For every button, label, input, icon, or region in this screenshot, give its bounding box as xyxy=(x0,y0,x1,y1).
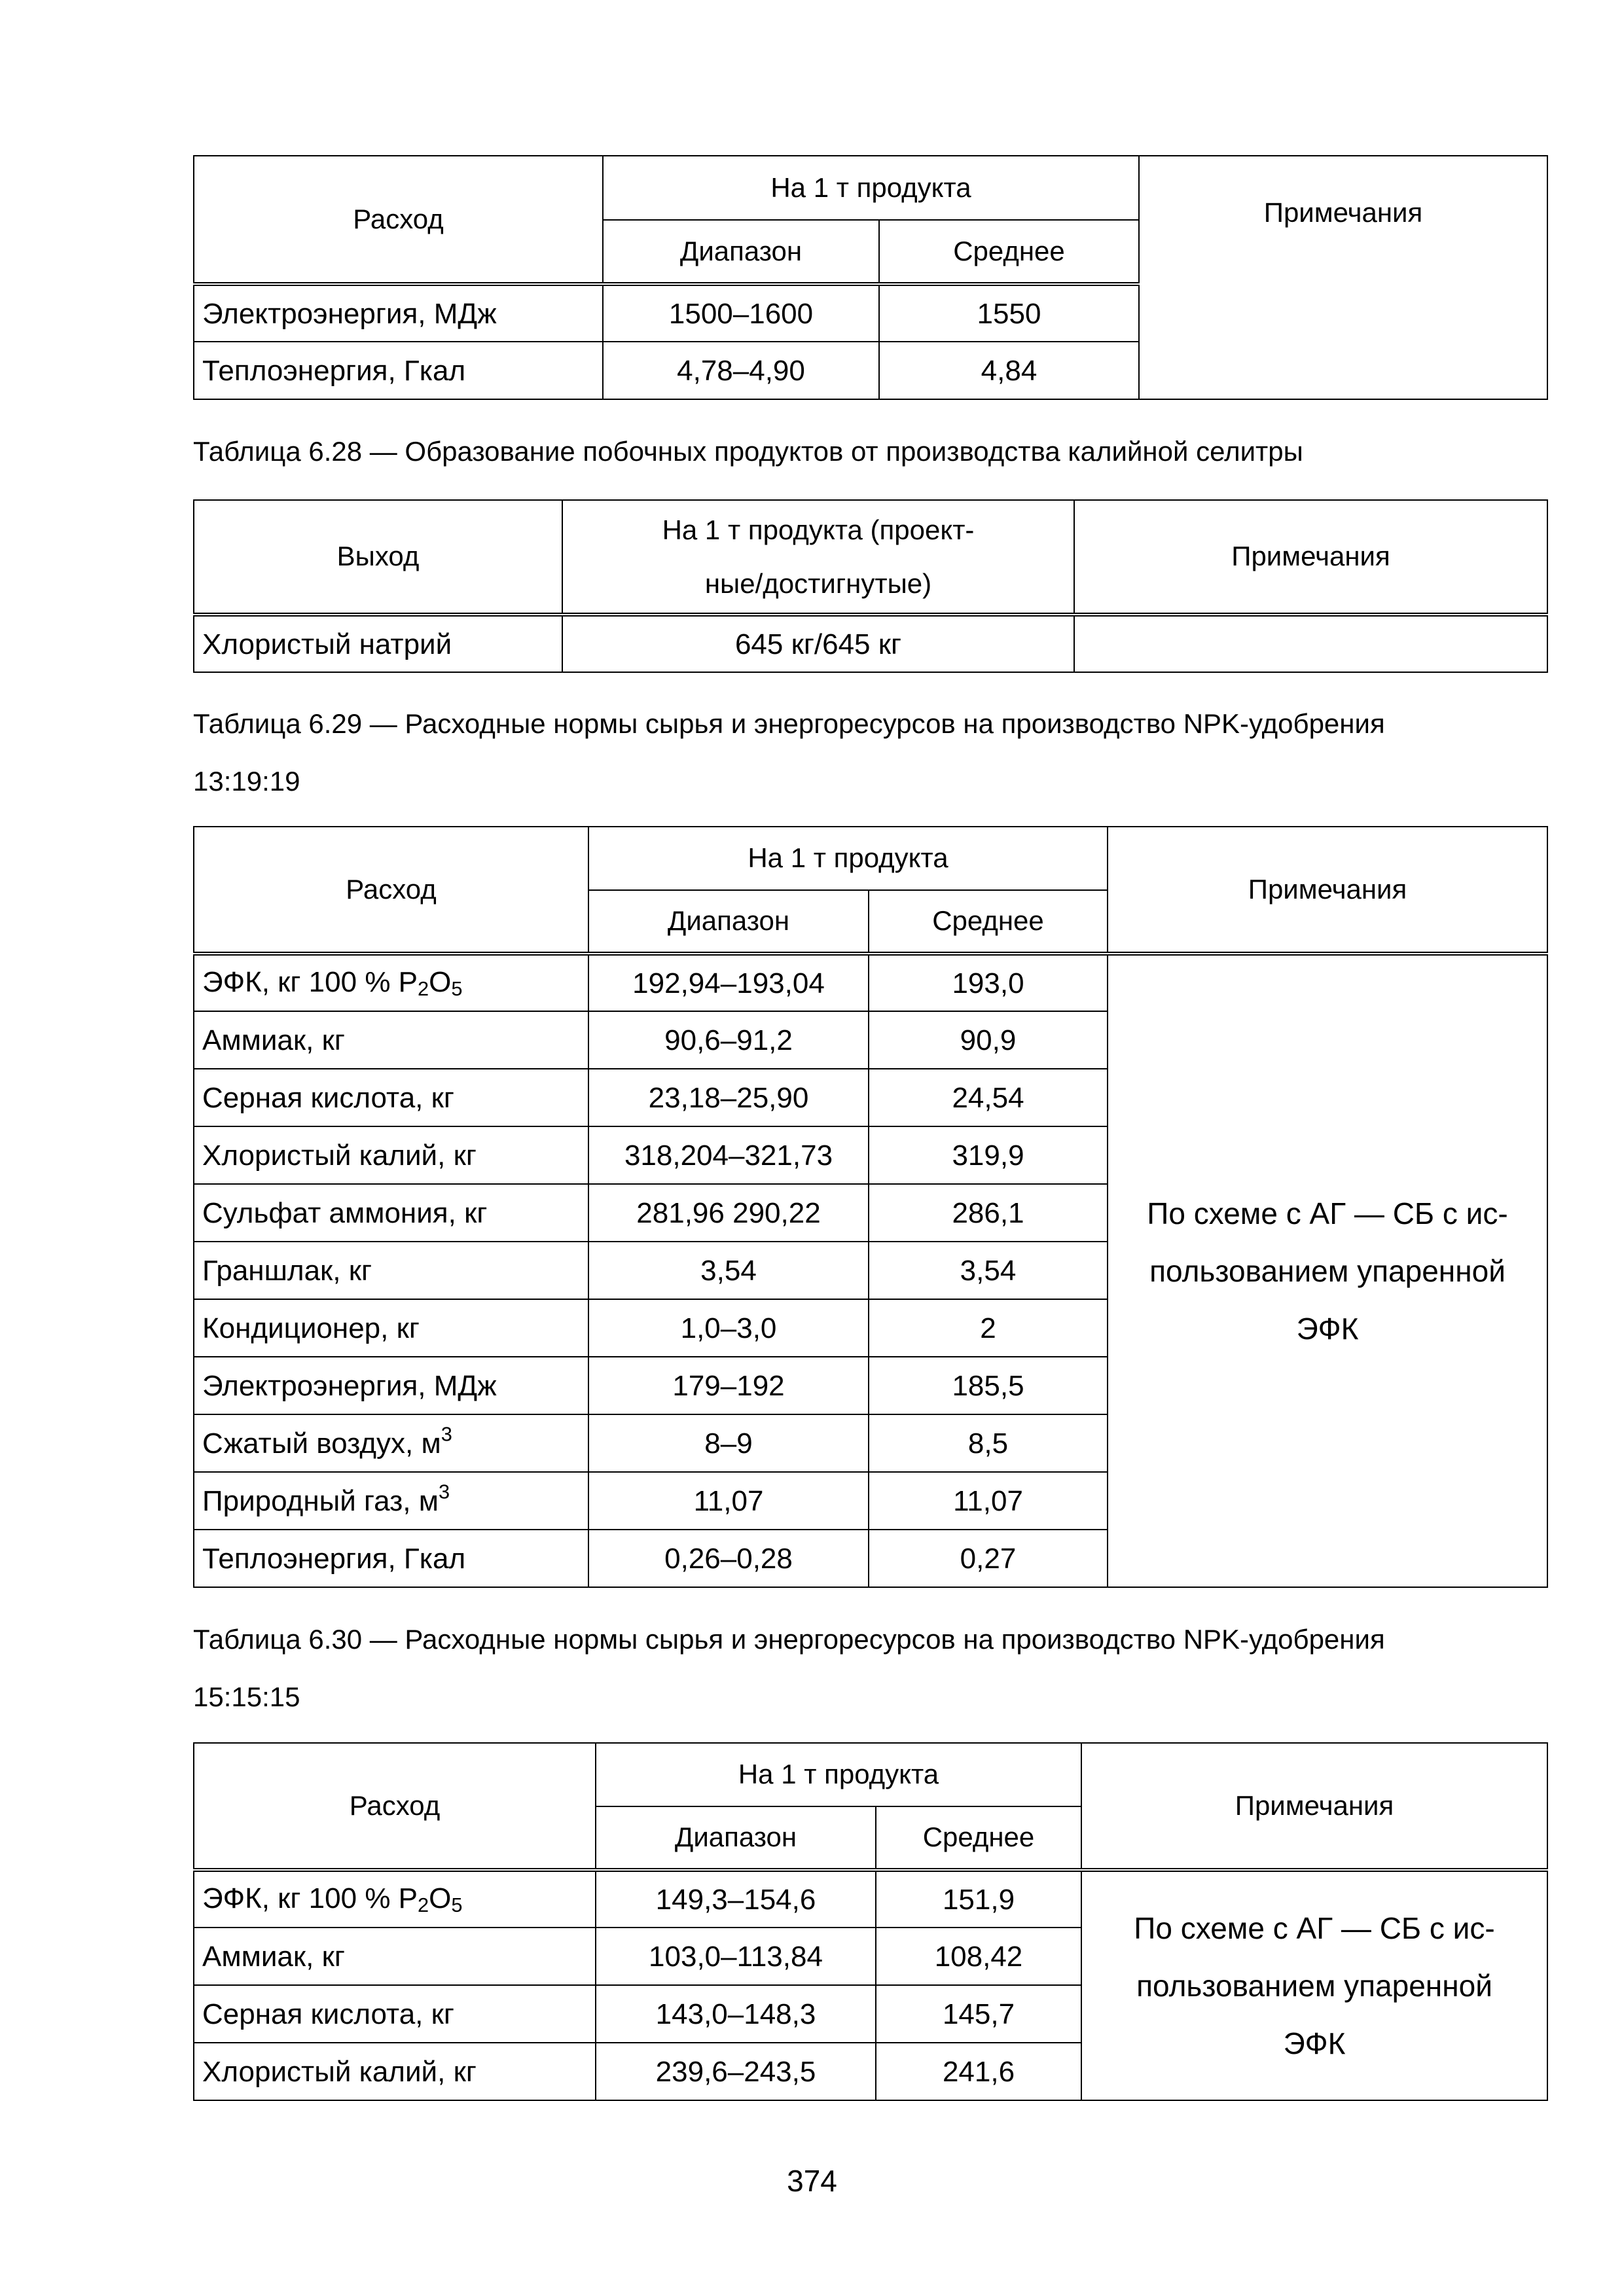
superscript: 3 xyxy=(441,1422,452,1446)
row-range: 179–192 xyxy=(588,1357,869,1414)
caption-line1: Таблица 6.29 — Расходные нормы сырья и энергоресурсов на производство NPK-удобрения xyxy=(193,708,1385,739)
row-name: Кондиционер, кг xyxy=(194,1299,588,1357)
caption-line1: Таблица 6.30 — Расходные нормы сырья и энергоресурсов на производство NPK-удобрения xyxy=(193,1624,1385,1655)
note-line1: По схеме с АГ — СБ с ис- xyxy=(1147,1196,1508,1230)
row-range: 1500–1600 xyxy=(603,284,879,342)
header-consumption: Расход xyxy=(194,827,588,954)
row-name-text: Природный газ, м xyxy=(202,1484,439,1517)
header-consumption: Расход xyxy=(194,1743,596,1870)
row-average: 90,9 xyxy=(869,1011,1108,1069)
header-notes: Примечания xyxy=(1074,500,1547,615)
row-name: Теплоэнергия, Гкал xyxy=(194,1530,588,1587)
row-range: 239,6–243,5 xyxy=(596,2043,876,2100)
row-average: 4,84 xyxy=(879,342,1139,399)
row-average: 185,5 xyxy=(869,1357,1108,1414)
table-caption: Таблица 6.28 — Образование побочных продуктов от производства калийной селитры xyxy=(193,436,1303,467)
row-range: 23,18–25,90 xyxy=(588,1069,869,1126)
header-per-ton-line2: ные/достигнутые) xyxy=(704,567,932,599)
row-name: Хлористый натрий xyxy=(194,615,562,672)
header-range: Диапазон xyxy=(596,1806,876,1870)
caption-line2: 15:15:15 xyxy=(193,1681,300,1712)
row-range: 1,0–3,0 xyxy=(588,1299,869,1357)
row-value: 645 кг/645 кг xyxy=(562,615,1074,672)
header-average: Среднее xyxy=(876,1806,1081,1870)
notes-cell xyxy=(1108,954,1547,1587)
row-average: 145,7 xyxy=(876,1985,1081,2043)
row-average: 0,27 xyxy=(869,1530,1108,1587)
row-average: 151,9 xyxy=(876,1870,1081,1928)
row-name-text: ЭФК, кг 100 % Р xyxy=(202,966,418,999)
row-name: Серная кислота, кг xyxy=(194,1985,596,2043)
notes-cell xyxy=(1081,1870,1547,2100)
note-line3: ЭФК xyxy=(1296,1312,1359,1346)
row-name-text: Сжатый воздух, м xyxy=(202,1427,441,1460)
row-range: 3,54 xyxy=(588,1242,869,1299)
row-name: Аммиак, кг xyxy=(194,1011,588,1069)
row-name-text: O xyxy=(429,966,452,999)
row-average: 24,54 xyxy=(869,1069,1108,1126)
note-line2: пользованием упаренной xyxy=(1136,1969,1492,2003)
header-per-ton xyxy=(562,500,1074,615)
page-number: 374 xyxy=(787,2164,837,2198)
row-range: 318,204–321,73 xyxy=(588,1126,869,1184)
table-row xyxy=(194,1870,1547,1928)
row-range: 11,07 xyxy=(588,1472,869,1530)
row-range: 192,94–193,04 xyxy=(588,954,869,1011)
row-name: Аммиак, кг xyxy=(194,1928,596,1985)
note-line1: По схеме с АГ — СБ с ис- xyxy=(1134,1911,1495,1945)
superscript: 3 xyxy=(438,1480,450,1503)
row-average: 241,6 xyxy=(876,2043,1081,2100)
row-range: 143,0–148,3 xyxy=(596,1985,876,2043)
row-name: Граншлак, кг xyxy=(194,1242,588,1299)
row-average: 8,5 xyxy=(869,1414,1108,1472)
row-name xyxy=(194,1472,588,1530)
header-notes: Примечания xyxy=(1139,156,1547,399)
table-npk-131919 xyxy=(193,826,1548,1588)
header-notes: Примечания xyxy=(1081,1743,1547,1870)
table-npk-151515 xyxy=(193,1742,1548,2101)
header-average: Среднее xyxy=(879,220,1139,284)
row-range: 149,3–154,6 xyxy=(596,1870,876,1928)
note-line3: ЭФК xyxy=(1283,2026,1346,2060)
row-average: 108,42 xyxy=(876,1928,1081,1985)
caption-line2: 13:19:19 xyxy=(193,766,300,797)
table-row xyxy=(194,615,1547,672)
row-range: 8–9 xyxy=(588,1414,869,1472)
row-average: 319,9 xyxy=(869,1126,1108,1184)
row-name-text: ЭФК, кг 100 % Р xyxy=(202,1882,418,1915)
row-name xyxy=(194,954,588,1011)
table-byproducts xyxy=(193,499,1548,673)
subscript: 5 xyxy=(451,977,463,1001)
row-name: Сульфат аммония, кг xyxy=(194,1184,588,1242)
row-average: 193,0 xyxy=(869,954,1108,1011)
subscript: 2 xyxy=(418,977,429,1001)
row-average: 3,54 xyxy=(869,1242,1108,1299)
header-per-ton: На 1 т продукта xyxy=(596,1743,1081,1806)
row-name: Серная кислота, кг xyxy=(194,1069,588,1126)
row-range: 103,0–113,84 xyxy=(596,1928,876,1985)
header-per-ton: На 1 т продукта xyxy=(603,156,1139,220)
header-average: Среднее xyxy=(869,890,1108,954)
table-row xyxy=(194,954,1547,1011)
row-name: Электроэнергия, МДж xyxy=(194,1357,588,1414)
row-name xyxy=(194,1414,588,1472)
row-range: 90,6–91,2 xyxy=(588,1011,869,1069)
row-range: 0,26–0,28 xyxy=(588,1530,869,1587)
header-range: Диапазон xyxy=(603,220,879,284)
row-name-text: O xyxy=(429,1882,452,1915)
subscript: 5 xyxy=(451,1893,463,1917)
row-average: 2 xyxy=(869,1299,1108,1357)
header-range: Диапазон xyxy=(588,890,869,954)
header-output: Выход xyxy=(194,500,562,615)
row-average: 286,1 xyxy=(869,1184,1108,1242)
row-note xyxy=(1074,615,1547,672)
row-name: Хлористый калий, кг xyxy=(194,1126,588,1184)
row-name: Теплоэнергия, Гкал xyxy=(194,342,603,399)
row-range: 281,96 290,22 xyxy=(588,1184,869,1242)
table-energy-consumption xyxy=(193,155,1548,400)
row-range: 4,78–4,90 xyxy=(603,342,879,399)
note-line2: пользованием упаренной xyxy=(1149,1254,1506,1288)
row-average: 11,07 xyxy=(869,1472,1108,1530)
row-average: 1550 xyxy=(879,284,1139,342)
header-consumption: Расход xyxy=(194,156,603,284)
row-name: Электроэнергия, МДж xyxy=(194,284,603,342)
header-notes: Примечания xyxy=(1108,827,1547,954)
table-caption xyxy=(193,1611,1548,1726)
subscript: 2 xyxy=(418,1893,429,1917)
header-per-ton-line1: На 1 т продукта (проект- xyxy=(662,514,975,545)
table-caption xyxy=(193,695,1548,810)
header-per-ton: На 1 т продукта xyxy=(588,827,1108,890)
row-name: Хлористый калий, кг xyxy=(194,2043,596,2100)
row-name xyxy=(194,1870,596,1928)
